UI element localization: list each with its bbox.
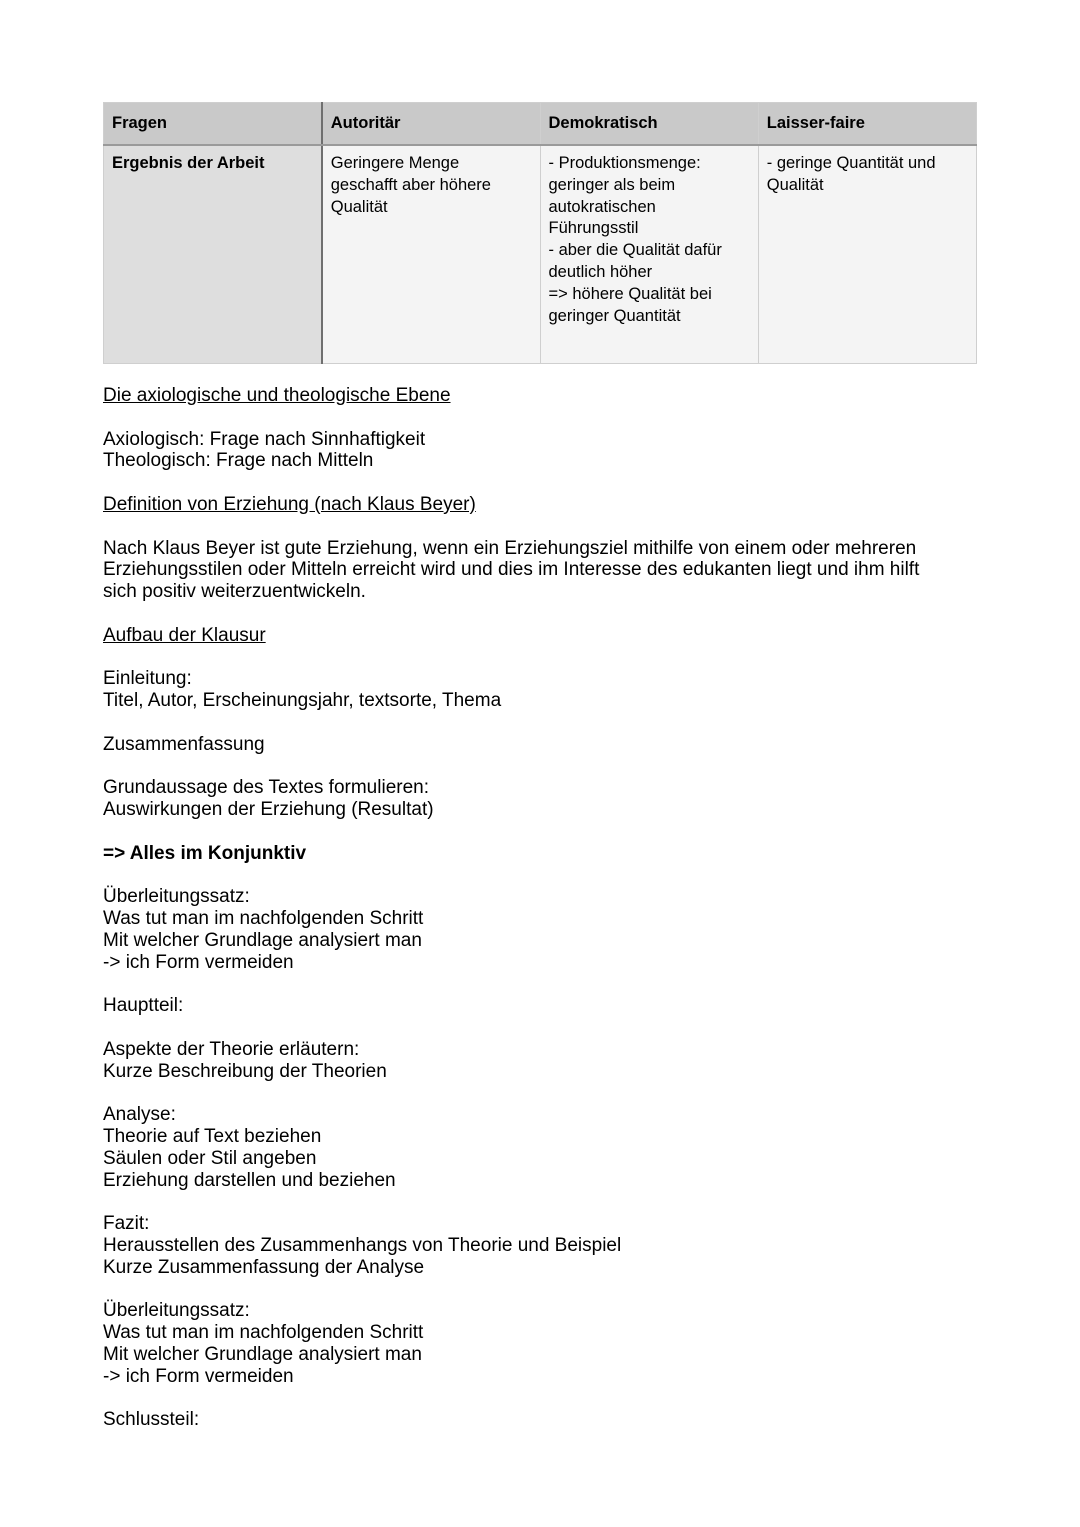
heading: Aufbau der Klausur bbox=[103, 624, 266, 646]
section-heading-ebene bbox=[103, 385, 977, 407]
paragraph-fazit bbox=[103, 1213, 977, 1278]
section-heading-aufbau bbox=[103, 625, 977, 647]
document-page bbox=[103, 102, 977, 1453]
cell-laisser-faire bbox=[758, 145, 976, 364]
text-line: Schlussteil: bbox=[103, 1409, 200, 1431]
text-line: Erziehung darstellen und beziehen bbox=[103, 1169, 396, 1191]
cell-line: Geringere Menge bbox=[330, 154, 460, 172]
text-line: Axiologisch: Frage nach Sinnhaftigkeit bbox=[103, 428, 426, 450]
text-line: Grundaussage des Textes formulieren: bbox=[103, 777, 429, 799]
text-line: Titel, Autor, Erscheinungsjahr, textsorte, Thema bbox=[103, 690, 502, 712]
table-header-row bbox=[104, 103, 977, 146]
cell-line: deutlich höher bbox=[548, 262, 653, 281]
cell-autoritaer bbox=[322, 145, 540, 364]
document-body bbox=[103, 385, 977, 1431]
paragraph-einleitung bbox=[103, 668, 977, 712]
cell-line: => höhere Qualität bei bbox=[548, 284, 712, 303]
paragraph-schlussteil bbox=[103, 1409, 977, 1431]
paragraph-hauptteil bbox=[103, 995, 977, 1017]
cell-line: Qualität bbox=[766, 175, 824, 194]
text-line: Mit welcher Grundlage analysiert man bbox=[103, 929, 422, 951]
section-heading-definition bbox=[103, 494, 977, 516]
text-line: Aspekte der Theorie erläutern: bbox=[103, 1038, 360, 1060]
cell-demokratisch bbox=[540, 145, 758, 364]
text-line: Kurze Zusammenfassung der Analyse bbox=[103, 1256, 425, 1278]
text-line: Hauptteil: bbox=[103, 995, 184, 1017]
paragraph-ueberleitung-2 bbox=[103, 1300, 977, 1387]
cell-line: Führungsstil bbox=[548, 219, 639, 238]
text-line: Was tut man im nachfolgenden Schritt bbox=[103, 908, 424, 930]
fuehrungsstil-table bbox=[103, 102, 977, 364]
paragraph-aspekte bbox=[103, 1039, 977, 1083]
cell-line: geringer als beim bbox=[548, 175, 676, 194]
text-line: -> ich Form vermeiden bbox=[103, 1365, 294, 1387]
text-line: Überleitungssatz: bbox=[103, 886, 250, 908]
cell-line: autokratischen bbox=[548, 197, 656, 216]
paragraph-grundaussage bbox=[103, 777, 977, 821]
heading: Definition von Erziehung (nach Klaus Beyer) bbox=[103, 493, 476, 515]
header-fragen: Fragen bbox=[104, 103, 322, 146]
paragraph-analyse bbox=[103, 1104, 977, 1191]
text-line: Einleitung: bbox=[103, 668, 192, 690]
text-line: Auswirkungen der Erziehung (Resultat) bbox=[103, 799, 434, 821]
text-line: Was tut man im nachfolgenden Schritt bbox=[103, 1322, 424, 1344]
paragraph-definition bbox=[103, 538, 977, 603]
header-autoritaer: Autoritär bbox=[322, 103, 540, 146]
cell-line: geschafft aber höhere bbox=[330, 175, 491, 194]
paragraph-konjunktiv bbox=[103, 843, 977, 865]
cell-line: - geringe Quantität und bbox=[766, 154, 936, 172]
header-demokratisch: Demokratisch bbox=[540, 103, 758, 146]
text-line: Nach Klaus Beyer ist gute Erziehung, wenn ein Erziehungsziel mithilfe von einem oder mehreren bbox=[103, 537, 917, 559]
text-line: Herausstellen des Zusammenhangs von Theorie und Beispiel bbox=[103, 1235, 622, 1257]
text-line: Kurze Beschreibung der Theorien bbox=[103, 1060, 387, 1082]
text-line: => Alles im Konjunktiv bbox=[103, 842, 307, 864]
cell-line: - aber die Qualität dafür bbox=[548, 241, 722, 260]
text-line: Zusammenfassung bbox=[103, 733, 265, 755]
text-line: Mit welcher Grundlage analysiert man bbox=[103, 1344, 422, 1366]
text-line: Theologisch: Frage nach Mitteln bbox=[103, 450, 374, 472]
cell-line: geringer Quantität bbox=[548, 306, 681, 325]
row-label: Ergebnis der Arbeit bbox=[104, 145, 322, 364]
text-line: Theorie auf Text beziehen bbox=[103, 1126, 322, 1148]
text-line: Überleitungssatz: bbox=[103, 1300, 250, 1322]
heading: Die axiologische und theologische Ebene bbox=[103, 385, 451, 406]
text-line: Säulen oder Stil angeben bbox=[103, 1147, 317, 1169]
header-laisser-faire: Laisser-faire bbox=[758, 103, 976, 146]
text-line: -> ich Form vermeiden bbox=[103, 951, 294, 973]
cell-line: - Produktionsmenge: bbox=[548, 154, 701, 172]
text-line: Analyse: bbox=[103, 1104, 176, 1126]
paragraph-zusammenfassung bbox=[103, 734, 977, 756]
paragraph-ebene bbox=[103, 429, 977, 473]
text-line: Erziehungsstilen oder Mitteln erreicht wird und dies im Interesse des edukanten liegt und ihm hilft bbox=[103, 559, 920, 581]
text-line: Fazit: bbox=[103, 1213, 150, 1235]
paragraph-ueberleitung-1 bbox=[103, 886, 977, 973]
table-row bbox=[104, 145, 977, 364]
cell-line: Qualität bbox=[330, 197, 388, 216]
text-line: sich positiv weiterzuentwickeln. bbox=[103, 581, 366, 603]
